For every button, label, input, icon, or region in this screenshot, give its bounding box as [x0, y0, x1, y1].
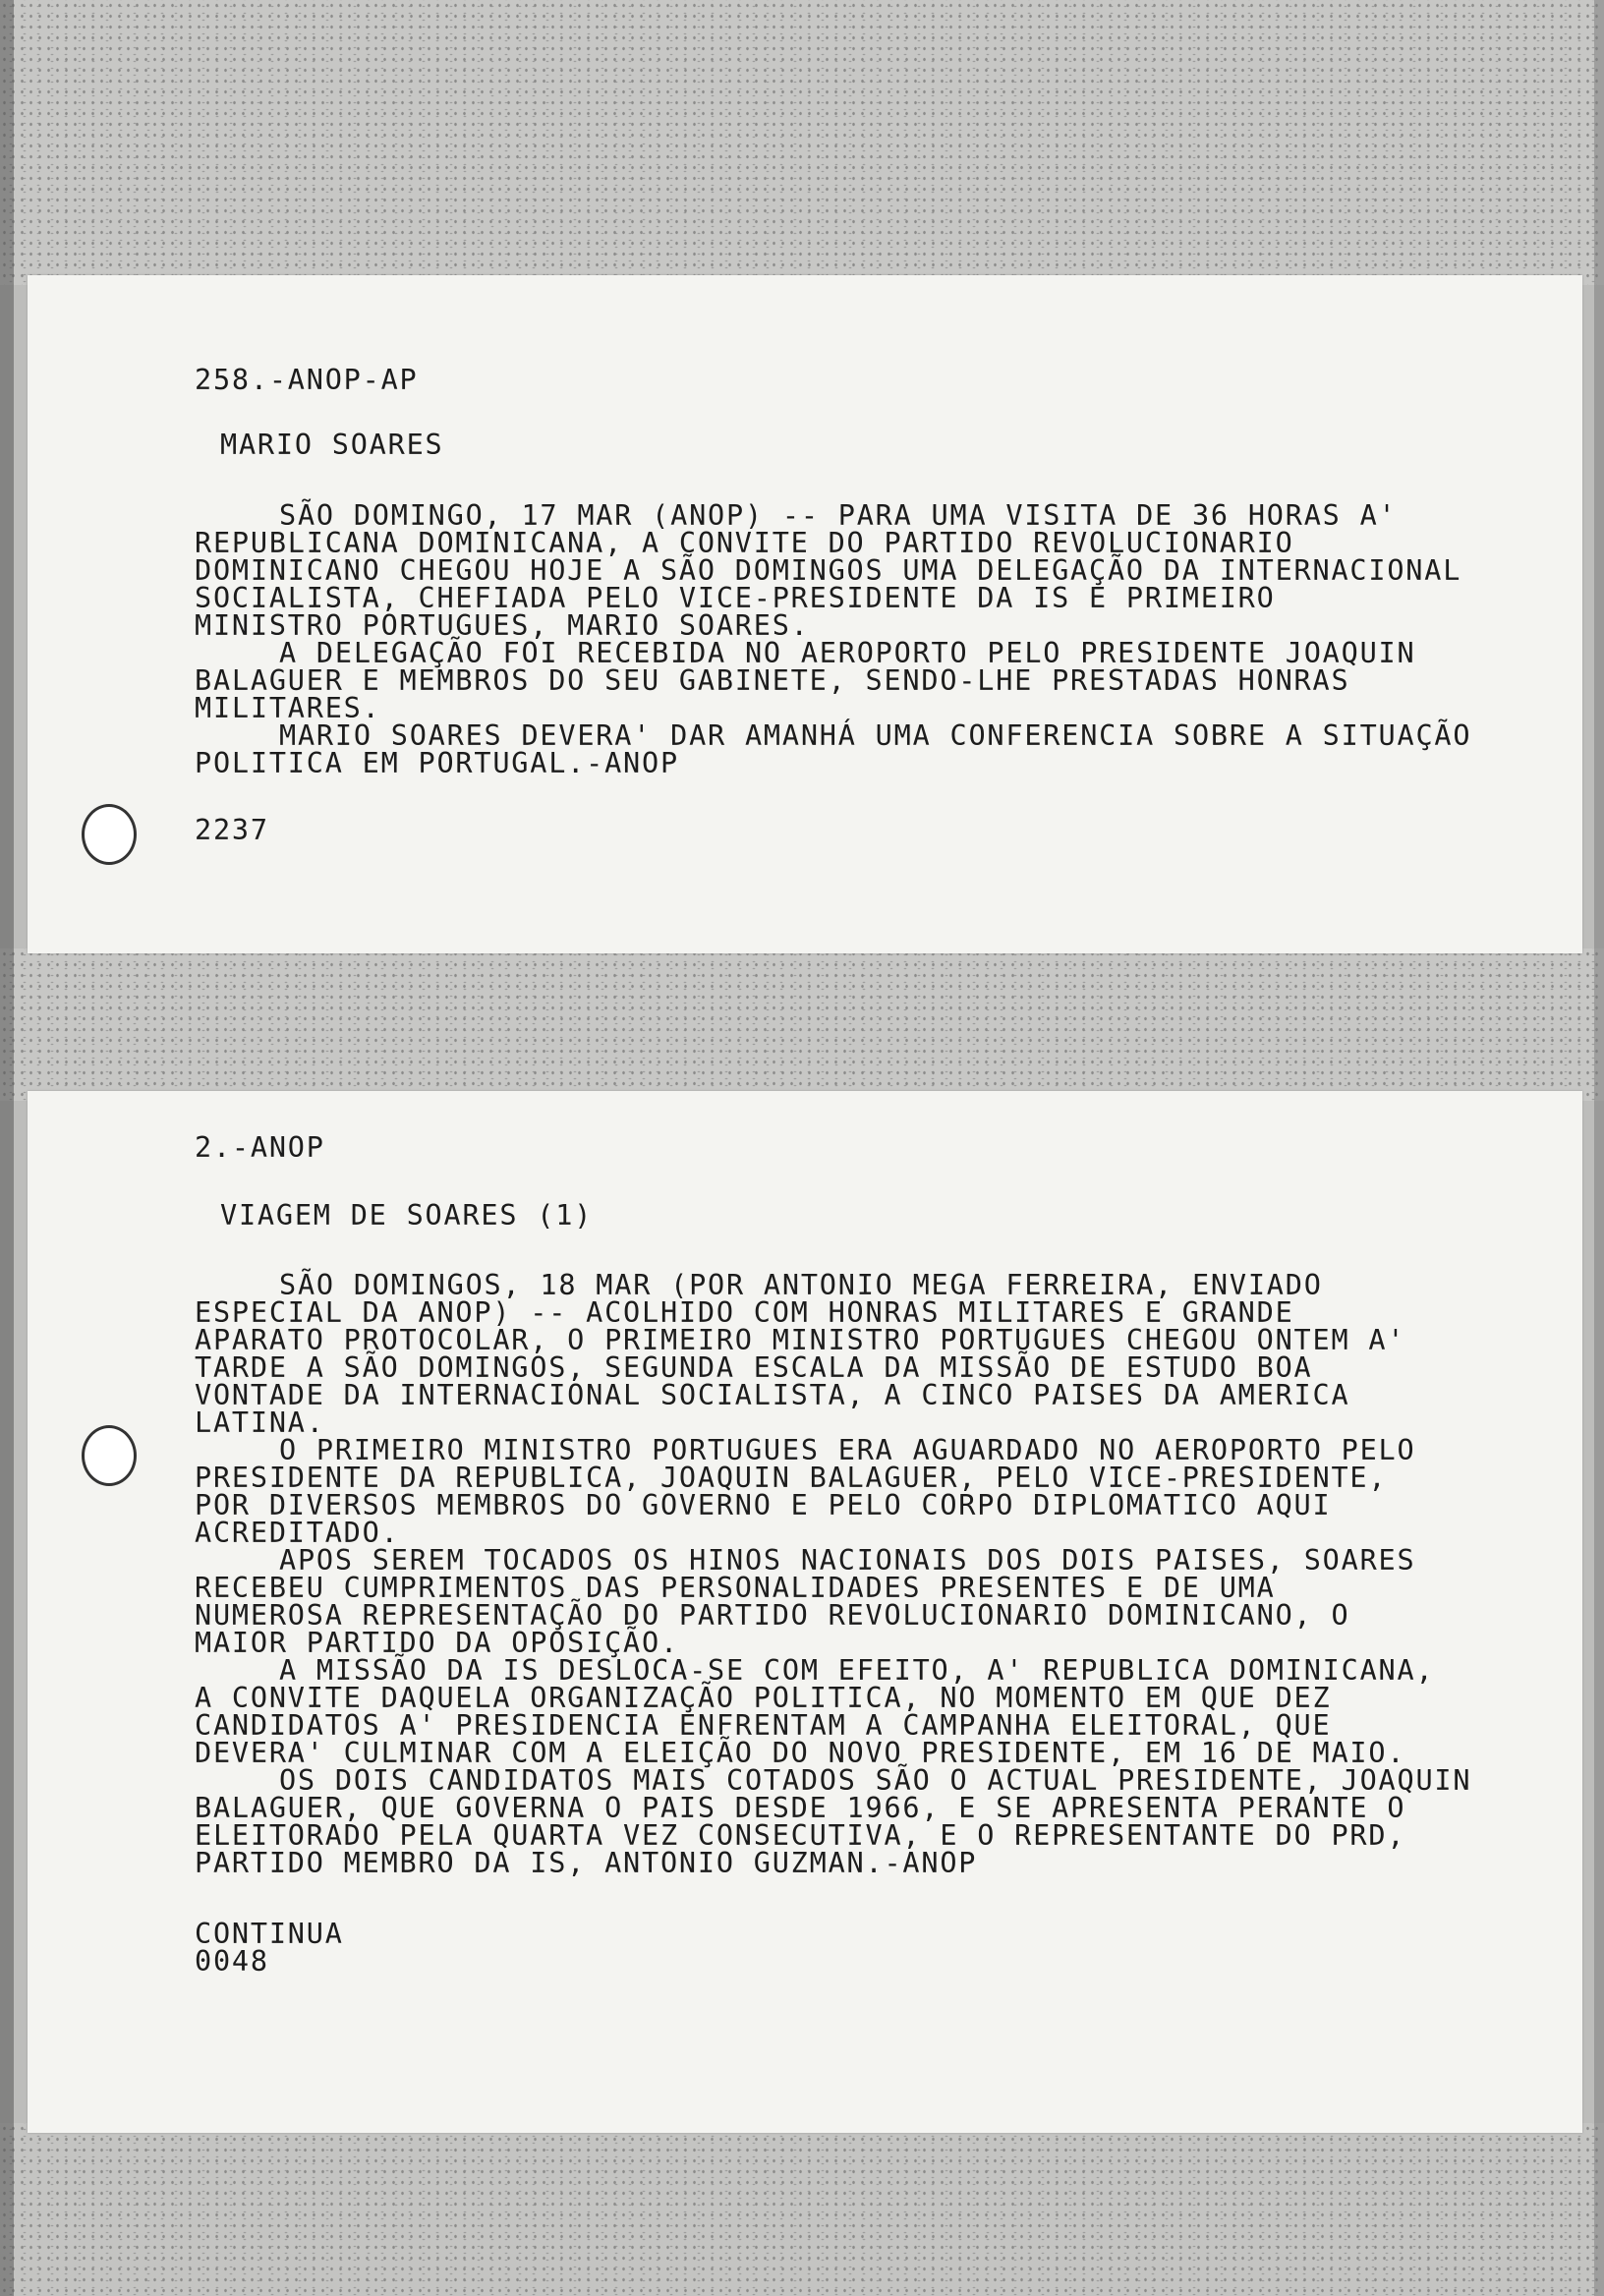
body-line: BALAGUER E MEMBROS DO SEU GABINETE, SENDO-LHE PRESTADAS HONRAS [195, 664, 1350, 697]
body-line: PRESIDENTE DA REPUBLICA, JOAQUIN BALAGUER, PELO VICE-PRESIDENTE, [195, 1462, 1388, 1494]
body-line: PARTIDO MEMBRO DA IS, ANTONIO GUZMAN.-ANOP [195, 1847, 978, 1879]
body-line: REPUBLICANA DOMINICANA, A CONVITE DO PARTIDO REVOLUCIONARIO [195, 527, 1294, 559]
body-line: ACREDITADO. [195, 1517, 400, 1549]
body-line: DEVERA' CULMINAR COM A ELEIÇÃO DO NOVO PRESIDENTE, EM 16 DE MAIO. [195, 1737, 1406, 1769]
scan-right-edge [1594, 0, 1604, 2296]
telex-strip-viagem-de-soares [28, 1091, 1582, 2133]
body-line: APOS SEREM TOCADOS OS HINOS NACIONAIS DOS DOIS PAISES, SOARES [279, 1544, 1416, 1577]
body-line: LATINA. [195, 1406, 325, 1439]
telex-code: 2237 [195, 814, 269, 846]
body-line: MILITARES. [195, 692, 381, 724]
telex-code: 0048 [195, 1945, 269, 1978]
telex-headline: VIAGEM DE SOARES (1) [220, 1199, 594, 1232]
body-line: NUMEROSA REPRESENTAÇÃO DO PARTIDO REVOLUCIONARIO DOMINICANO, O [195, 1599, 1350, 1632]
body-line: SÃO DOMINGO, 17 MAR (ANOP) -- PARA UMA VISITA DE 36 HORAS A' [279, 499, 1398, 532]
body-line: ESPECIAL DA ANOP) -- ACOLHIDO COM HONRAS MILITARES E GRANDE [195, 1296, 1294, 1329]
body-line: A CONVITE DAQUELA ORGANIZAÇÃO POLITICA, NO MOMENTO EM QUE DEZ [195, 1682, 1332, 1714]
telex-reference: 2.-ANOP [195, 1131, 325, 1164]
scan-noise-middle [0, 948, 1604, 1101]
scan-noise-top [0, 0, 1604, 285]
body-line: OS DOIS CANDIDATOS MAIS COTADOS SÃO O ACTUAL PRESIDENTE, JOAQUIN [279, 1764, 1472, 1797]
body-line: TARDE A SÃO DOMINGOS, SEGUNDA ESCALA DA MISSÃO DE ESTUDO BOA [195, 1351, 1313, 1384]
body-line: A MISSÃO DA IS DESLOCA-SE COM EFEITO, A' REPUBLICA DOMINICANA, [279, 1654, 1435, 1687]
scan-noise-bottom [0, 2123, 1604, 2296]
punch-hole [82, 804, 137, 865]
body-line: SÃO DOMINGOS, 18 MAR (POR ANTONIO MEGA FERREIRA, ENVIADO [279, 1269, 1323, 1301]
body-line: SOCIALISTA, CHEFIADA PELO VICE-PRESIDENTE DA IS E PRIMEIRO [195, 582, 1276, 614]
telex-strip-mario-soares [28, 275, 1582, 953]
telex-footer: CONTINUA [195, 1918, 344, 1950]
body-line: POLITICA EM PORTUGAL.-ANOP [195, 747, 679, 779]
body-line: MINISTRO PORTUGUES, MARIO SOARES. [195, 609, 810, 642]
body-line: MAIOR PARTIDO DA OPOSIÇÃO. [195, 1627, 679, 1659]
body-line: ELEITORADO PELA QUARTA VEZ CONSECUTIVA, E O REPRESENTANTE DO PRD, [195, 1819, 1406, 1852]
body-line: O PRIMEIRO MINISTRO PORTUGUES ERA AGUARDADO NO AEROPORTO PELO [279, 1434, 1416, 1466]
body-line: RECEBEU CUMPRIMENTOS DAS PERSONALIDADES PRESENTES E DE UMA [195, 1572, 1276, 1604]
telex-headline: MARIO SOARES [220, 429, 444, 461]
body-line: APARATO PROTOCOLAR, O PRIMEIRO MINISTRO PORTUGUES CHEGOU ONTEM A' [195, 1324, 1406, 1356]
body-line: BALAGUER, QUE GOVERNA O PAIS DESDE 1966, E SE APRESENTA PERANTE O [195, 1792, 1406, 1824]
body-line: DOMINICANO CHEGOU HOJE A SÃO DOMINGOS UMA DELEGAÇÃO DA INTERNACIONAL [195, 554, 1462, 587]
body-line: MARIO SOARES DEVERA' DAR AMANHÁ UMA CONFERENCIA SOBRE A SITUAÇÃO [279, 719, 1472, 752]
body-line: VONTADE DA INTERNACIONAL SOCIALISTA, A CINCO PAISES DA AMERICA [195, 1379, 1350, 1411]
body-line: CANDIDATOS A' PRESIDENCIA ENFRENTAM A CAMPANHA ELEITORAL, QUE [195, 1709, 1332, 1742]
scan-left-edge [0, 0, 14, 2296]
punch-hole [82, 1425, 137, 1486]
telex-reference: 258.-ANOP-AP [195, 364, 419, 396]
body-line: A DELEGAÇÃO FOI RECEBIDA NO AEROPORTO PELO PRESIDENTE JOAQUIN [279, 637, 1416, 669]
body-line: POR DIVERSOS MEMBROS DO GOVERNO E PELO CORPO DIPLOMATICO AQUI [195, 1489, 1332, 1521]
